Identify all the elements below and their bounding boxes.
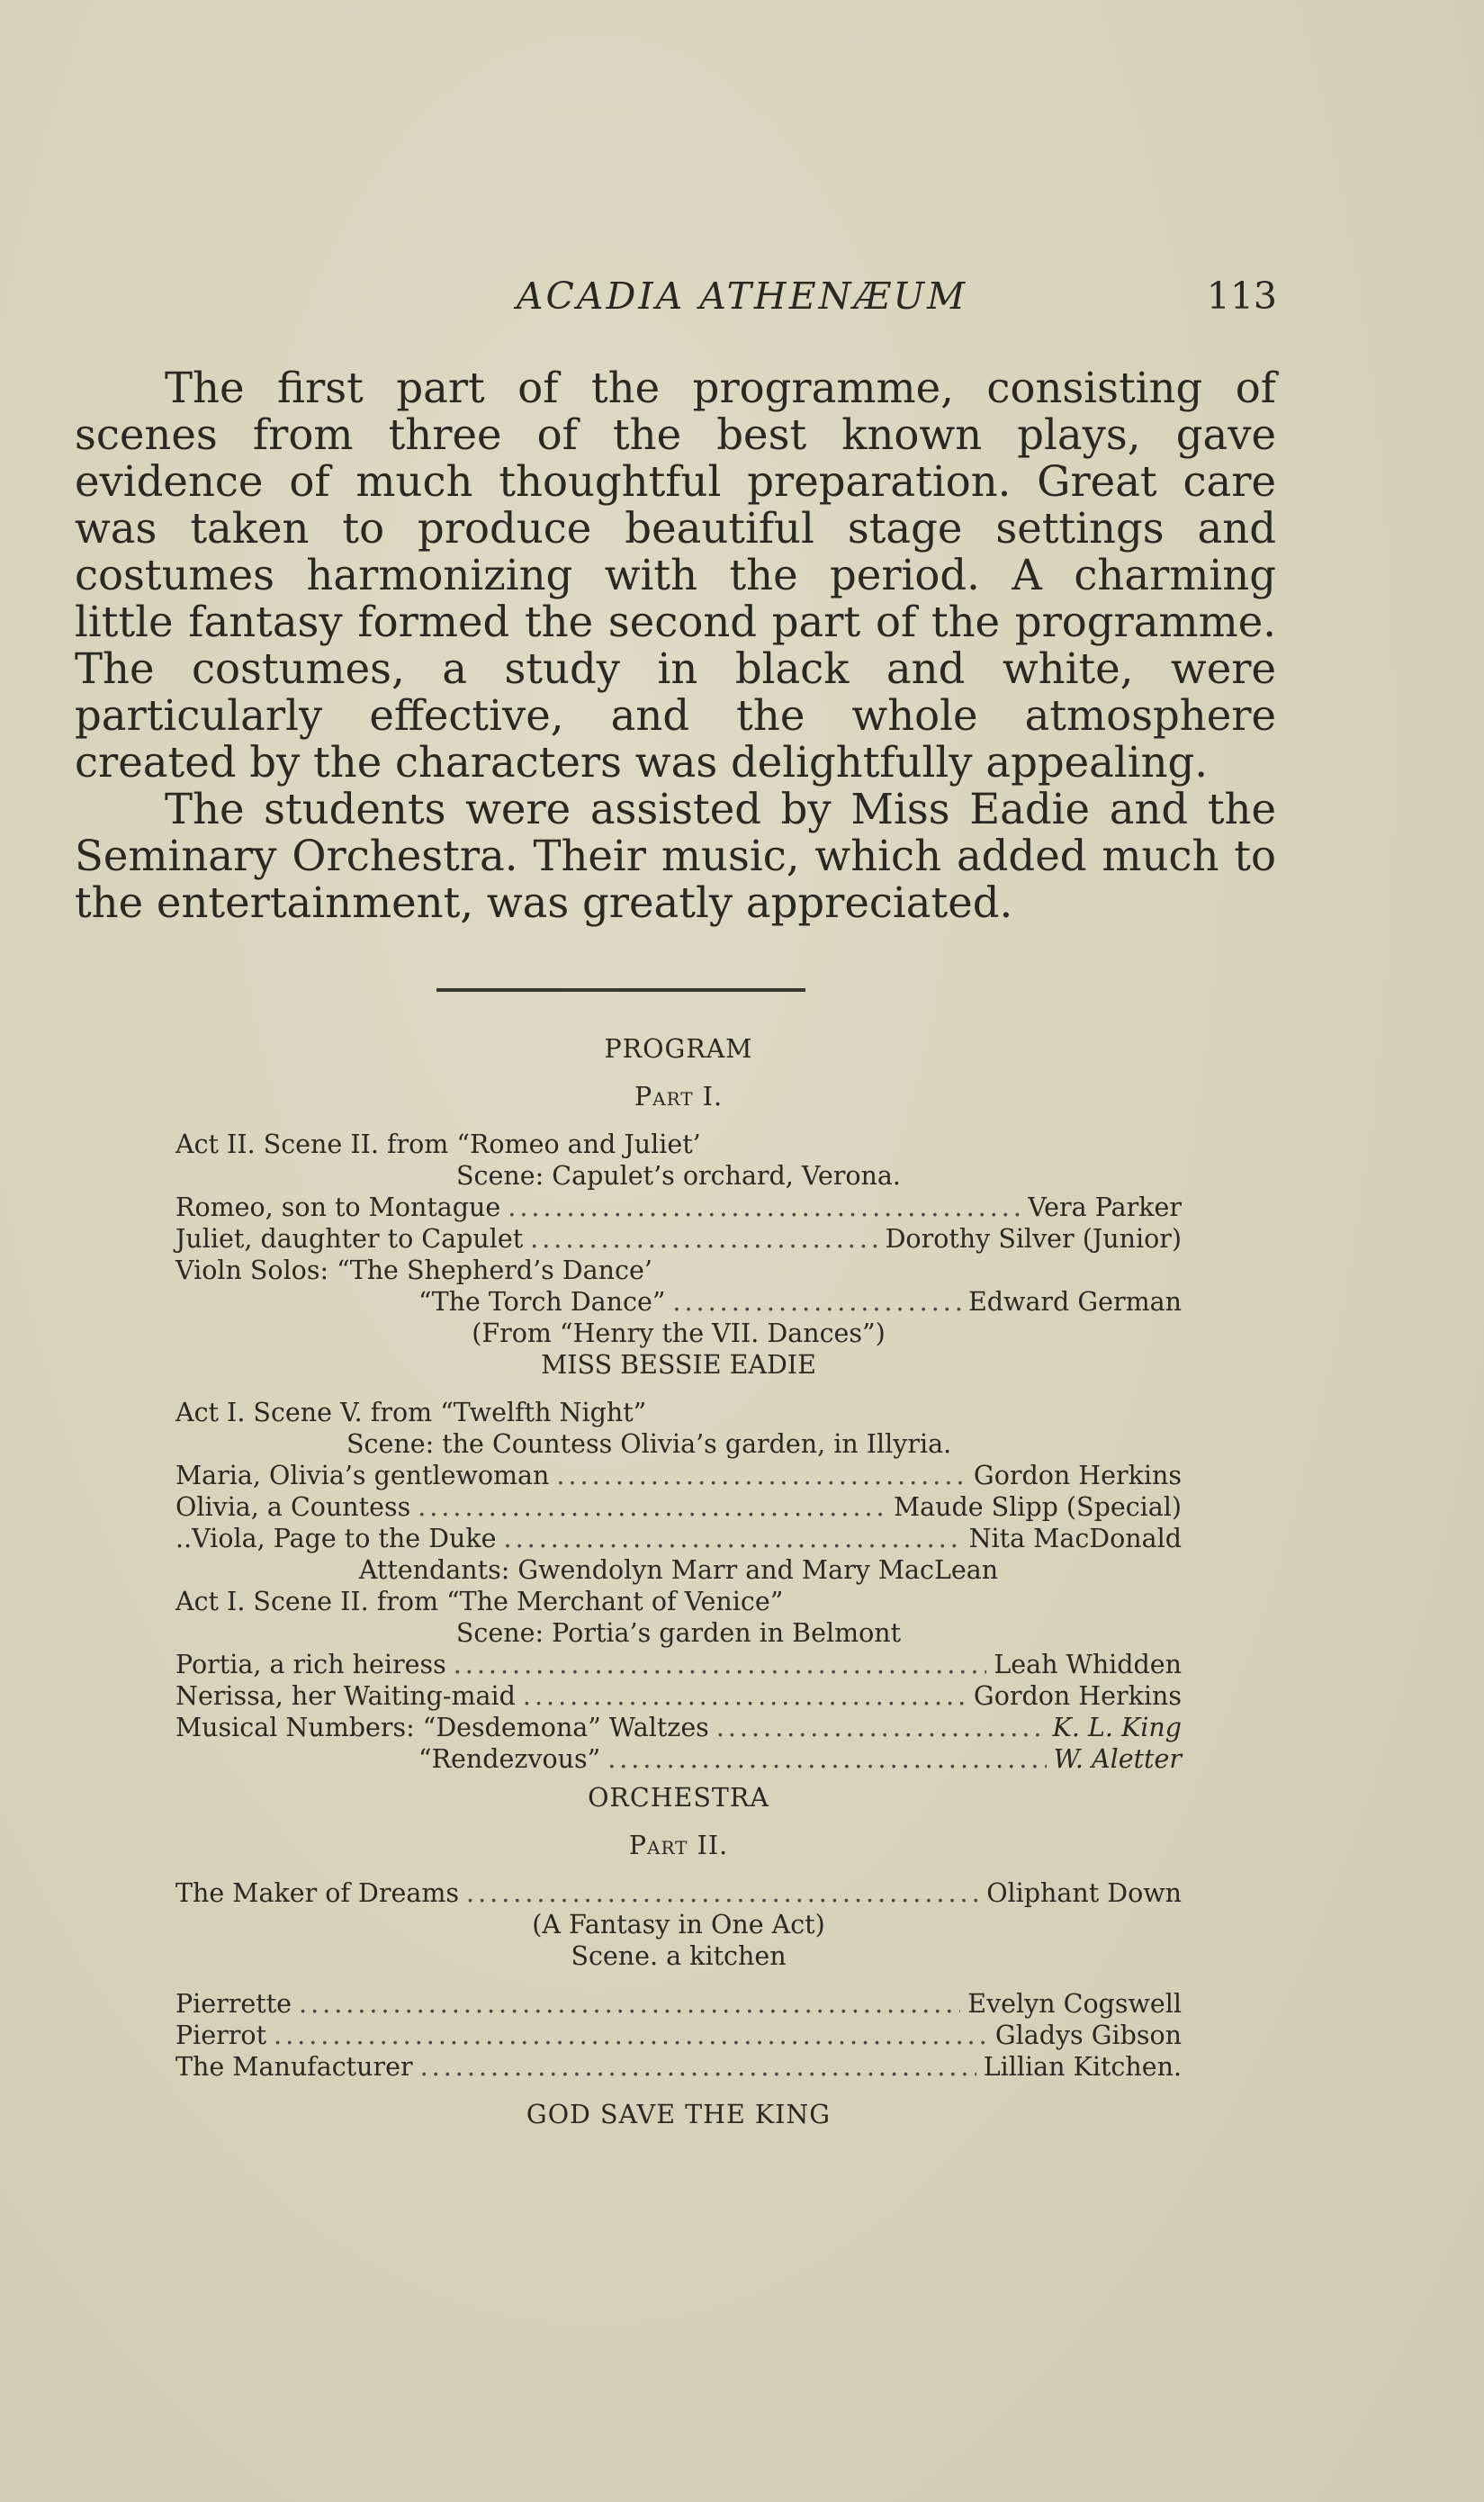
fantasy-title: The Maker of Dreams xyxy=(175,1878,460,1908)
performer-name: Maude Slipp (Special) xyxy=(893,1492,1182,1522)
program-listing xyxy=(175,1033,1182,2130)
running-head: ACADIA ATHENÆUM xyxy=(516,274,968,318)
role-name: ..Viola, Page to the Duke xyxy=(175,1524,497,1553)
twelfth-act-line: Act I. Scene V. from “Twelfth Night” xyxy=(175,1398,647,1427)
cast-row xyxy=(175,1223,1182,1255)
page-number: 113 xyxy=(1206,274,1277,318)
romeo-scene-line: Scene: Capulet’s orchard, Verona. xyxy=(456,1161,901,1191)
leader-dots xyxy=(607,1743,1046,1775)
merchant-scene-line: Scene: Portia’s garden in Belmont xyxy=(455,1618,902,1648)
composer-name: K. L. King xyxy=(1052,1713,1182,1742)
piece-name: “The Torch Dance” xyxy=(418,1287,666,1317)
merchant-act-line: Act I. Scene II. from “The Merchant of Venice” xyxy=(175,1587,784,1616)
leader-dots xyxy=(716,1712,1046,1743)
leader-dots xyxy=(418,1491,886,1523)
closing-line: GOD SAVE THE KING xyxy=(526,2100,832,2129)
cast-row xyxy=(175,1680,1182,1712)
leader-dots xyxy=(274,2020,988,2051)
twelfth-scene-line: Scene: the Countess Olivia’s garden, in Illyria. xyxy=(346,1429,952,1459)
article-body xyxy=(75,364,1276,926)
fantasy-scene-line: Scene. a kitchen xyxy=(571,1941,787,1971)
leader-dots xyxy=(454,1649,987,1680)
role-name: Maria, Olivia’s gentlewoman xyxy=(175,1461,550,1490)
cast-row xyxy=(175,1286,1182,1318)
performer-name: Gladys Gibson xyxy=(994,2020,1182,2050)
role-name: Romeo, son to Montague xyxy=(175,1192,501,1222)
role-name: Juliet, daughter to Capulet xyxy=(175,1224,524,1254)
violin-source-line: (From “Henry the VII. Dances”) xyxy=(472,1318,886,1348)
fantasy-subtitle: (A Fantasy in One Act) xyxy=(532,1910,825,1940)
performer-name: Nita MacDonald xyxy=(968,1524,1182,1553)
performer-name: Gordon Herkins xyxy=(973,1461,1182,1490)
composer-name: Edward German xyxy=(968,1287,1182,1317)
leader-dots xyxy=(299,1988,960,2020)
cast-row xyxy=(175,1877,1182,1909)
violin-solos-line: Violn Solos: “The Shepherd’s Dance’ xyxy=(175,1256,652,1285)
performer-name: Lillian Kitchen. xyxy=(983,2052,1182,2082)
paragraph-2: The students were assisted by Miss Eadie and the Seminary Orchestra. Their music, which added much to the entertainment, was greatly appreciated. xyxy=(75,785,1276,927)
cast-row xyxy=(175,1988,1182,2020)
orchestra-performer: ORCHESTRA xyxy=(588,1783,769,1813)
part-one-heading: Part I. xyxy=(634,1082,724,1112)
role-name: The Manufacturer xyxy=(175,2052,413,2082)
page-header xyxy=(0,274,1484,328)
leader-dots xyxy=(420,2051,976,2083)
cast-row xyxy=(175,1460,1182,1491)
performer-name: Vera Parker xyxy=(1028,1192,1182,1222)
role-name: Pierrot xyxy=(175,2020,267,2050)
leader-dots xyxy=(556,1460,967,1491)
role-name: Pierrette xyxy=(175,1989,292,2019)
role-name: Olivia, a Countess xyxy=(175,1492,411,1522)
piece-name: “Rendezvous” xyxy=(418,1744,601,1774)
role-name: Nerissa, her Waiting-maid xyxy=(175,1681,516,1711)
cast-row xyxy=(175,1491,1182,1523)
leader-dots xyxy=(523,1680,967,1712)
cast-row xyxy=(175,1712,1182,1743)
leader-dots xyxy=(672,1286,961,1318)
cast-row xyxy=(175,2051,1182,2083)
program-title: PROGRAM xyxy=(604,1034,753,1064)
role-name: Portia, a rich heiress xyxy=(175,1650,446,1679)
violin-performer: MISS BESSIE EADIE xyxy=(541,1350,816,1380)
performer-name: Dorothy Silver (Junior) xyxy=(885,1224,1182,1254)
cast-row xyxy=(175,2020,1182,2051)
section-divider xyxy=(436,988,805,992)
musical-numbers-label: Musical Numbers: “Desdemona” Waltzes xyxy=(175,1713,709,1742)
performer-name: Leah Whidden xyxy=(994,1650,1182,1679)
paragraph-1: The first part of the programme, consisting of scenes from three of the best known plays, gave evidence of much thoughtful preparation. Great care was taken to produce beautiful stage settings and costumes harmonizing with the period. A charming little fantasy formed the second part of the programme. The costumes, a study in black and white, were particularly effective, and the whole atmosphere created by the characters was delightfully appealing. xyxy=(75,364,1276,787)
leader-dots xyxy=(504,1523,962,1554)
cast-row xyxy=(175,1649,1182,1680)
leader-dots xyxy=(508,1192,1021,1223)
performer-name: Gordon Herkins xyxy=(973,1681,1182,1711)
attendants-line: Attendants: Gwendolyn Marr and Mary MacLean xyxy=(358,1555,999,1585)
cast-row xyxy=(175,1523,1182,1554)
cast-row xyxy=(175,1743,1182,1775)
composer-name: W. Aletter xyxy=(1053,1744,1182,1774)
performer-name: Evelyn Cogswell xyxy=(967,1989,1182,2019)
author-name: Oliphant Down xyxy=(986,1878,1182,1908)
part-two-heading: Part II. xyxy=(628,1831,729,1860)
romeo-act-line: Act II. Scene II. from “Romeo and Juliet’ xyxy=(175,1130,701,1159)
leader-dots xyxy=(530,1223,877,1255)
cast-row xyxy=(175,1192,1182,1223)
leader-dots xyxy=(466,1877,979,1909)
